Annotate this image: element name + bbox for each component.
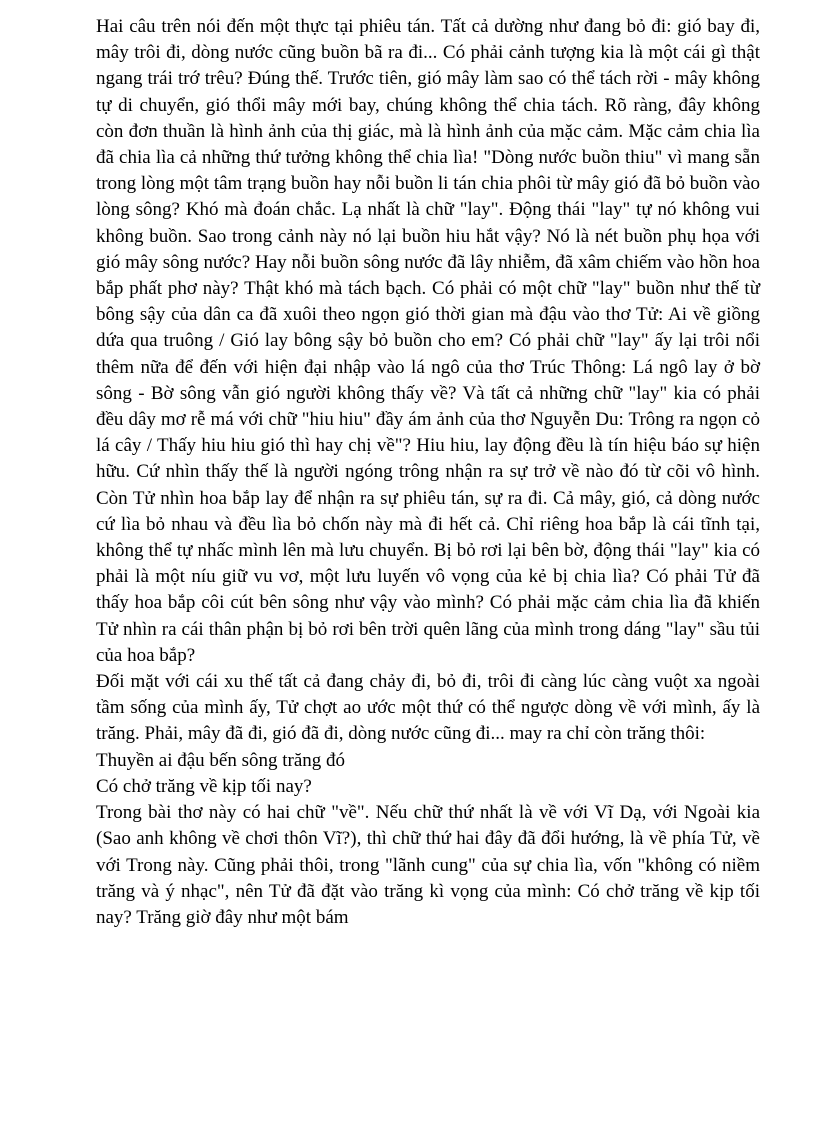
verse-line-2: Có chở trăng về kịp tối nay? <box>96 775 312 797</box>
verse-line-1: Thuyền ai đậu bến sông trăng đó <box>96 749 346 771</box>
document-page <box>96 14 760 931</box>
paragraph-2: Đối mặt với cái xu thế tất cả đang chảy đi, bỏ đi, trôi đi càng lúc càng vuột xa ngoài tầm sống của mình ấy, Tử chợt ao ước một thứ có thể ngược dòng về với mình, ấy là trăng. Phải, mây đã đi, gió đã đi, dòng nước cũng đi... may ra chỉ còn trăng thôi: <box>96 671 760 745</box>
paragraph-3: Trong bài thơ này có hai chữ "về". Nếu chữ thứ nhất là về với Vĩ Dạ, với Ngoài kia (Sao anh không về chơi thôn Vĩ?), thì chữ thứ hai đây đã đổi hướng, là về phía Tử, về với Trong này. Cũng phải thôi, trong "lãnh cung" của sự chia lìa, vốn "không có niềm trăng và ý nhạc", nên Tử đã đặt vào trăng kì vọng của mình: Có chở trăng về kịp tối nay? Trăng giờ đây như một bám <box>96 802 760 928</box>
paragraph-1: Hai câu trên nói đến một thực tại phiêu tán. Tất cả dường như đang bỏ đi: gió bay đi, mây trôi đi, dòng nước cũng buồn bã ra đi... Có phải cảnh tượng kia là một cái gì thật ngang trái trớ trêu? Đúng thế. Trước tiên, gió mây làm sao có thể tách rời - mây không tự di chuyển, gió thổi mây mới bay, chúng không thể chia tách. Rõ ràng, đây không còn đơn thuần là hình ảnh của thị giác, mà là hình ảnh của mặc cảm. Mặc cảm chia lìa đã chia lìa cả những thứ tưởng không thể chia lìa! "Dòng nước buồn thiu" vì mang sẵn trong lòng một tâm trạng buồn hay nỗi buồn li tán chia phôi từ mây gió đã bỏ buồn vào lòng sông? Khó mà đoán chắc. Lạ nhất là chữ "lay". Động thái "lay" tự nó không vui không buồn. Sao trong cảnh này nó lại buồn hiu hắt vậy? Nó là nét buồn phụ họa với gió mây sông nước? Hay nỗi buồn sông nước đã lây nhiễm, đã xâm chiếm vào hồn hoa bắp phất phơ này? Thật khó mà tách bạch. Có phải có một chữ "lay" buồn như thế từ bông sậy của dân ca đã xuôi theo ngọn gió thời gian mà đậu vào thơ Tử: Ai về giồng dứa qua truông / Gió lay bông sậy bỏ buồn cho em? Có phải chữ "lay" ấy lại trôi nổi thêm nữa để đến với hiện đại nhập vào lá ngô của thơ Trúc Thông: Lá ngô lay ở bờ sông - Bờ sông vẫn gió người không thấy về? Và tất cả những chữ "lay" kia có phải đều dây mơ rễ má với chữ "hiu hiu" đầy ám ảnh của thơ Nguyễn Du: Trông ra ngọn cỏ lá cây / Thấy hiu hiu gió thì hay chị về"? Hiu hiu, lay động đều là tín hiệu báo sự hiện hữu. Cứ nhìn thấy thế là người ngóng trông nhận ra sự trở về nào đó từ cõi vô hình. Còn Tử nhìn hoa bắp lay để nhận ra sự phiêu tán, sự ra đi. Cả mây, gió, cả dòng nước cứ lìa bỏ nhau và đều lìa bỏ chốn này mà đi hết cả. Chỉ riêng hoa bắp là cái tĩnh tại, không thể tự nhấc mình lên mà lưu chuyển. Bị bỏ rơi lại bên bờ, động thái "lay" kia có phải là một níu giữ vu vơ, một lưu luyến vô vọng của kẻ bị chia lìa? Có phải Tử đã thấy hoa bắp côi cút bên sông như vậy vào mình? Có phải mặc cảm chia lìa đã khiến Tử nhìn ra cái thân phận bị bỏ rơi bên trời quên lãng của mình trong dáng "lay" sầu tủi của hoa bắp? <box>96 16 760 666</box>
